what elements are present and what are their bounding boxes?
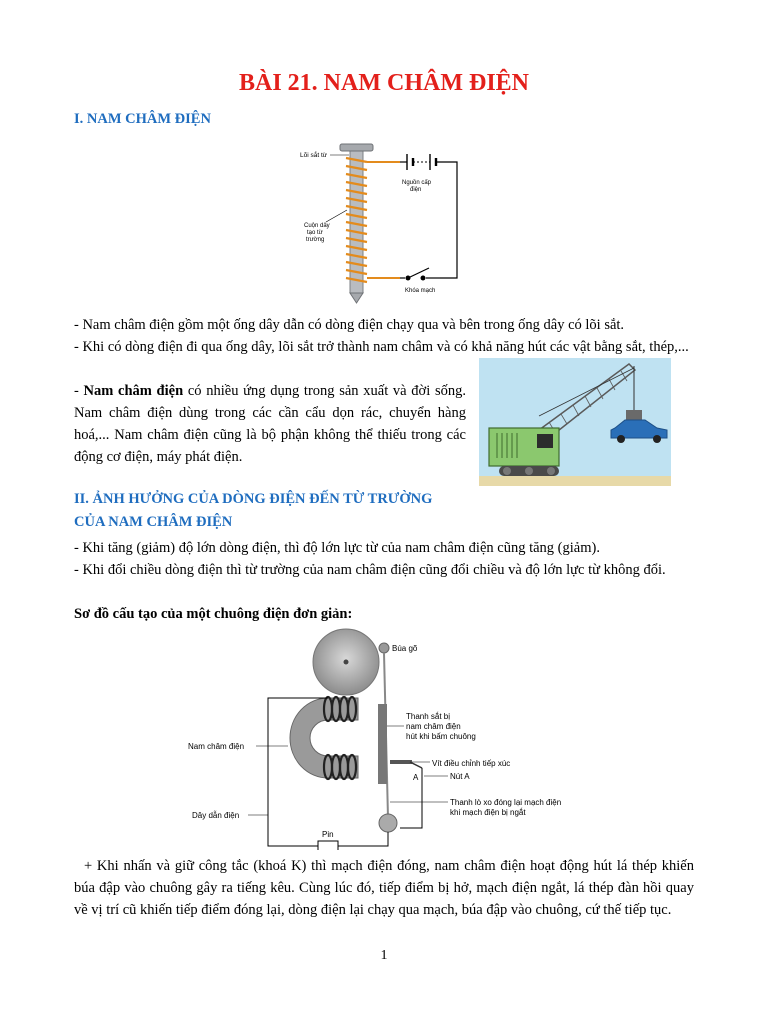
label-button: Nút A (450, 772, 470, 781)
section-2-heading-line-1: II. ẢNH HƯỞNG CỦA DÒNG ĐIỆN ĐẾN TỪ TRƯỜNG (74, 491, 433, 507)
switch-shape (408, 268, 429, 278)
page-title: BÀI 21. NAM CHÂM ĐIỆN (239, 70, 529, 96)
label-button-letter: A (413, 773, 419, 782)
label-electromagnet: Nam châm điện (188, 742, 245, 751)
section-2-heading-line-2: CỦA NAM CHÂM ĐIỆN (74, 514, 233, 530)
section-1-heading: I. NAM CHÂM ĐIỆN (74, 111, 211, 127)
label-core: Lõi sắt từ (300, 152, 328, 159)
page-number: 1 (380, 948, 388, 963)
label-spring-1: Thanh lò xo đóng lại mạch điện (450, 798, 562, 807)
section-2-paragraph-2: - Khi đổi chiều dòng điện thì từ trường của nam châm điện cũng đổi chiều và độ lớn lực từ không đổi. (74, 562, 666, 578)
section-2-paragraph-3: + Khi nhấn và giữ công tắc (khoá K) thì mạch điện đóng, nam châm điện hoạt động hút lá thép khiến búa đập vào chuông gây ra tiếng kêu. Cùng lúc đó, tiếp điểm bị hở, mạch điện ngắt, lá thép đàn hồi quay về vị trí cũ khiến tiếp điểm đóng lại, dòng điện lại chạy qua mạch, búa đập vào chuông, cứ thế tiếp tục. (74, 858, 694, 918)
label-wire: Dây dẫn điện (192, 811, 240, 820)
label-switch: Khóa mạch (405, 288, 436, 294)
label-coil-2: tạo từ (307, 230, 323, 236)
nail-tip-shape (350, 293, 363, 303)
electromagnet-circuit-figure (295, 140, 470, 305)
battery-shape (318, 841, 338, 850)
label-iron-bar-3: hút khi bấm chuông (406, 732, 476, 741)
section-1-paragraph-1: - Nam châm điện gồm một ống dây dẫn có dòng điện chạy qua và bên trong ống dây có lõi sắt. (74, 317, 625, 333)
section-1-paragraph-3: - Nam châm điện có nhiều ứng dụng trong sản xuất và đời sống. Nam châm điện dùng trong các cần cẩu dọn rác, chuyển hàng hoá,... Nam châm điện cũng là bộ phận không thể thiếu trong các động cơ điện, máy phát điện. (74, 383, 466, 465)
label-iron-bar-1: Thanh sắt bị (406, 712, 451, 721)
label-screw: Vít điều chỉnh tiếp xúc (432, 759, 511, 768)
label-source-1: Nguồn cấp (402, 180, 432, 186)
label-coil-1: Cuộn dây (304, 223, 330, 229)
label-coil-3: trường (306, 237, 325, 243)
label-spring-2: khi mạch điện bị ngắt (450, 808, 526, 817)
section-2-paragraph-1: - Khi tăng (giảm) độ lớn dòng điện, thì độ lớn lực từ của nam châm điện cũng tăng (giảm). (74, 540, 600, 556)
nail-head-shape (340, 144, 373, 151)
bold-term: Nam châm điện (83, 383, 184, 399)
label-iron-bar-2: nam châm điện (406, 722, 461, 731)
electric-bell-diagram (188, 628, 578, 850)
diagram-title: Sơ đồ cấu tạo của một chuông điện đơn giản: (74, 606, 353, 622)
label-hammer: Búa gõ (392, 644, 418, 653)
label-source-2: điện (410, 187, 422, 193)
crane-illustration (479, 358, 671, 486)
label-battery: Pin (322, 830, 334, 839)
section-1-paragraph-2: - Khi có dòng điện đi qua ống dây, lõi sắt trở thành nam châm và có khả năng hút các vật bằng sắt, thép,... (74, 339, 689, 355)
